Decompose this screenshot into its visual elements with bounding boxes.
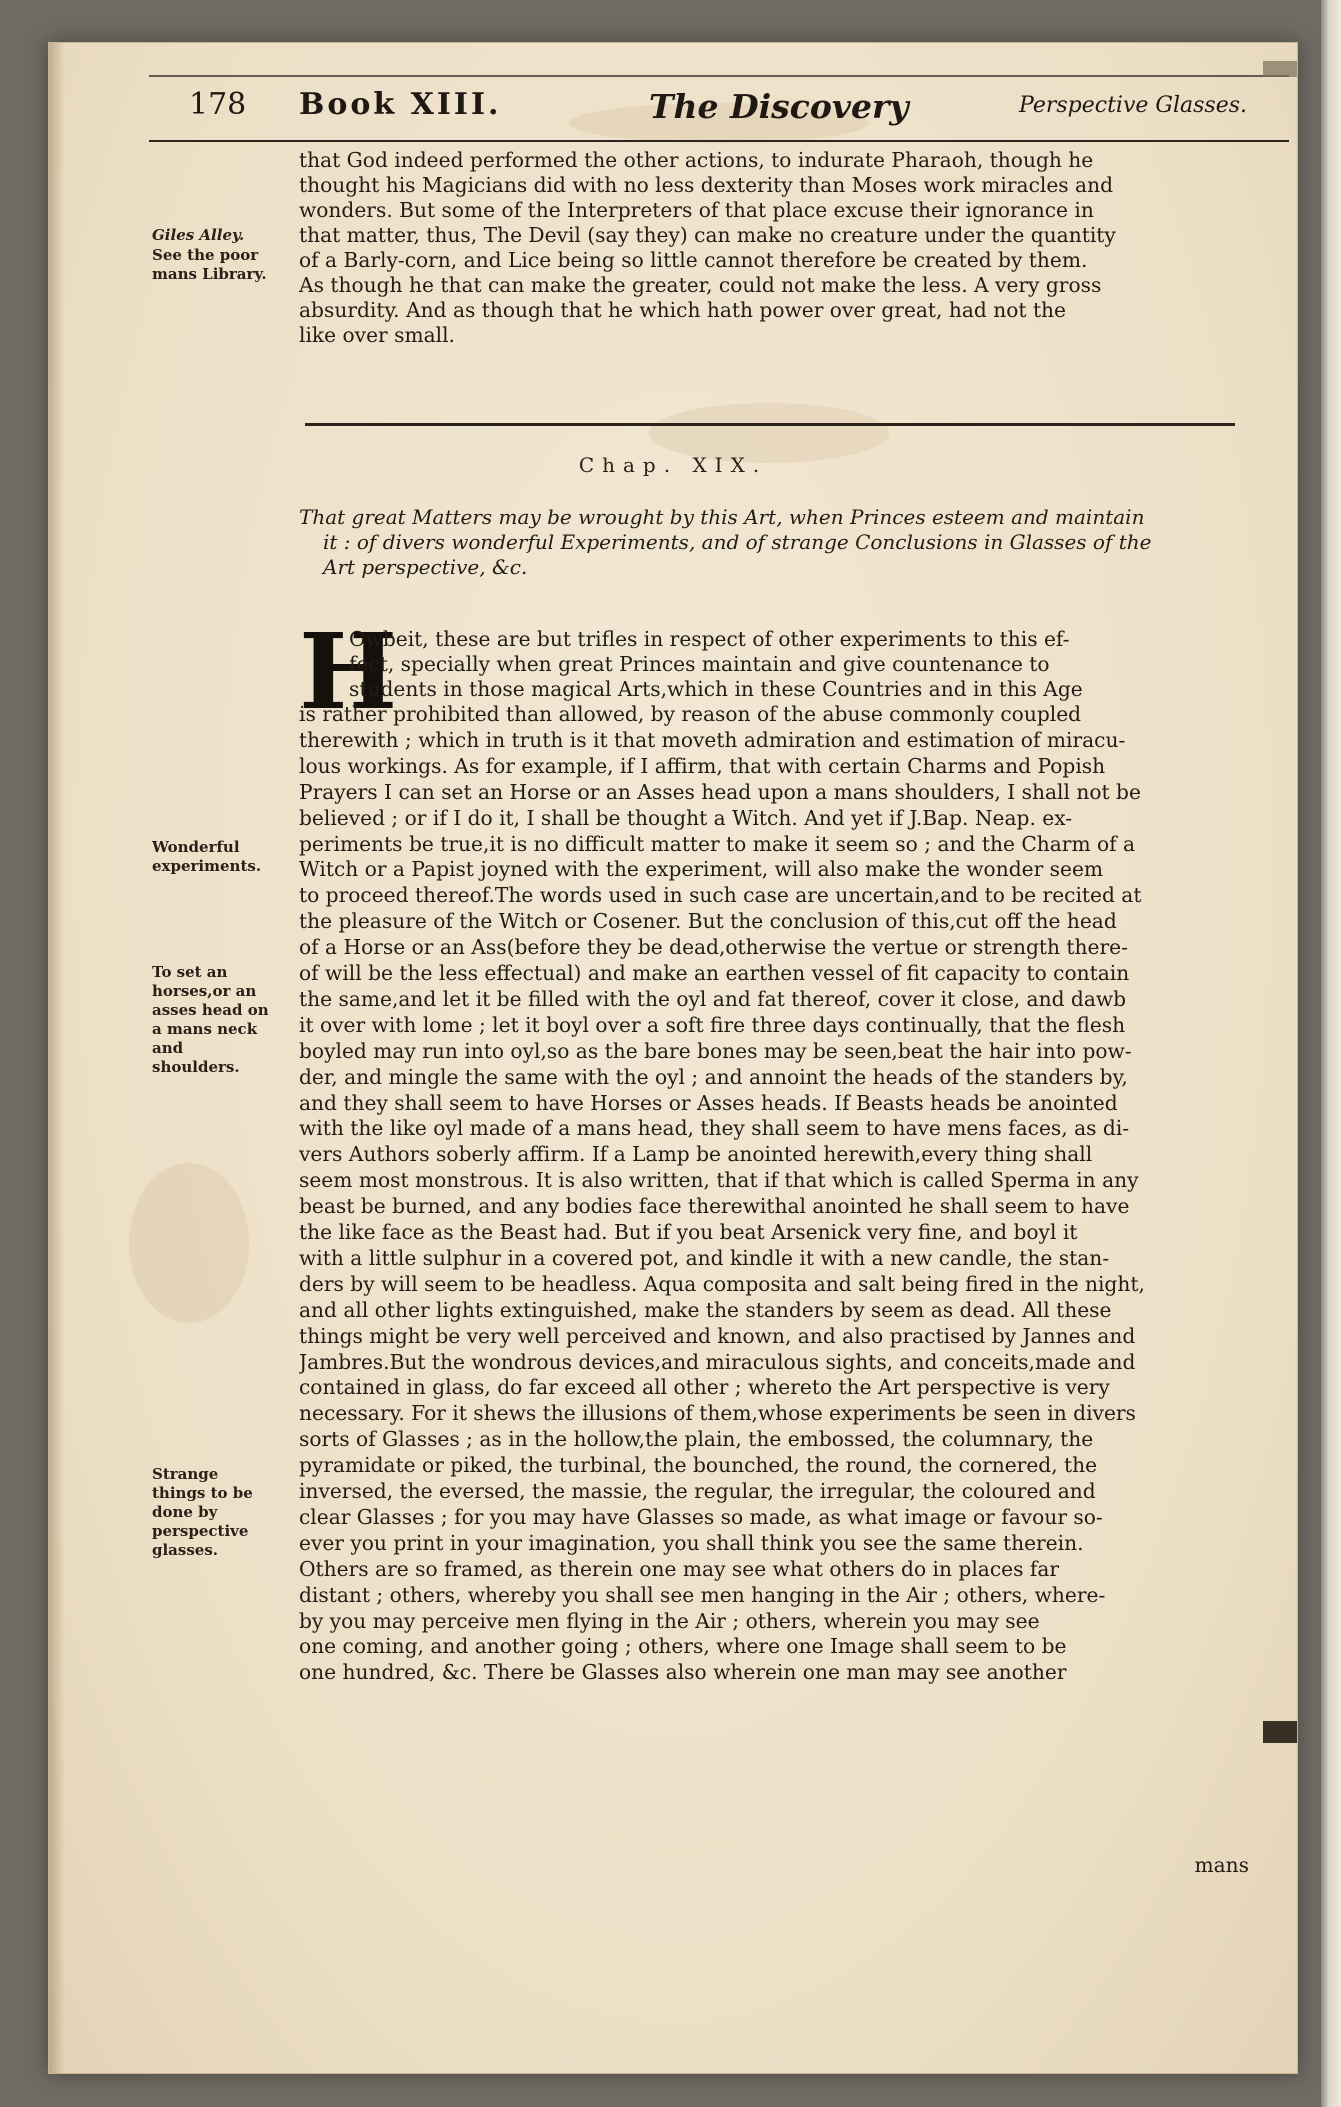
text-line: students in those magical Arts,which in these Countries and in this Age <box>349 677 1083 701</box>
text-line: clear Glasses ; for you may have Glasses so made, as what image or favour so- <box>299 1504 1103 1529</box>
page-corner-mark <box>1263 1721 1297 1743</box>
text-line: of a Horse or an Ass(before they be dead,otherwise the vertue or strength there- <box>299 935 1128 960</box>
margin-note-wonderful: Wonderful experiments. <box>152 838 262 875</box>
text-line: absurdity. And as though that he which hath power over great, had not the <box>299 298 1067 322</box>
text-line: of a Barly-corn, and Lice being so little cannot therefore be created by them. <box>299 248 1088 272</box>
text-line: sorts of Glasses ; as in the hollow,the plain, the embossed, the columnary, the <box>299 1427 1094 1452</box>
text-line: thought his Magicians did with no less dexterity than Moses work miracles and <box>299 173 1114 197</box>
running-title: The Discovery <box>649 87 909 126</box>
text-line: der, and mingle the same with the oyl ; and annoint the heads of the standers by, <box>299 1064 1128 1089</box>
text-line: things might be very well perceived and known, and also practised by Jannes and <box>299 1323 1136 1348</box>
text-line: Witch or a Papist joyned with the experiment, will also make the wonder seem <box>299 857 1104 882</box>
scan-background-edge <box>1321 0 1341 2107</box>
text-line: of will be the less effectual) and make an earthen vessel of fit capacity to contain <box>299 961 1130 985</box>
text-line: wonders. But some of the Interpreters of that place excuse their ignorance in <box>299 198 1094 222</box>
text-line: and they shall seem to have Horses or Asses heads. If Beasts heads be anointed <box>299 1090 1118 1115</box>
text-line: and all other lights extinguished, make the standers by seem as dead. All these <box>299 1297 1112 1322</box>
text-line: periments be true,it is no difficult matter to make it seem so ; and the Charm of a <box>299 831 1136 856</box>
drop-cap: H <box>299 610 398 733</box>
text-line: the pleasure of the Witch or Cosener. But the conclusion of this,cut off the head <box>299 909 1117 934</box>
text-line: fect, specially when great Princes maintain and give countenance to <box>349 652 1050 676</box>
margin-note-giles-alley: Giles Alley. <box>152 226 245 244</box>
page-corner-mark <box>1263 61 1297 77</box>
text-line: ever you print in your imagination, you shall think you see the same therein. <box>299 1530 1084 1555</box>
running-topic: Perspective Glasses. <box>1019 93 1247 118</box>
text-line: Jambres.But the wondrous devices,and miraculous sights, and conceits,made and <box>299 1349 1136 1374</box>
text-line: with a little sulphur in a covered pot, and kindle it with a new candle, the stan- <box>299 1245 1110 1270</box>
margin-note-strange: Strange things to be done by perspective glasses. <box>152 1465 253 1559</box>
page-number: 178 <box>189 87 247 122</box>
text-line: like over small. <box>299 323 455 347</box>
margin-note-to-set: To set an horses,or an asses head on a mans neck and shoulders. <box>152 963 269 1076</box>
header-top-rule <box>149 75 1289 77</box>
text-line: with the like oyl made of a mans head, they shall seem to have mens faces, as di- <box>299 1116 1130 1141</box>
running-header <box>49 43 1297 153</box>
text-line: one hundred, &c. There be Glasses also wherein one man may see another <box>299 1660 1067 1685</box>
text-line: boyled may run into oyl,so as the bare bones may be seen,beat the hair into pow- <box>299 1038 1132 1063</box>
text-line: beast be burned, and any bodies face therewithal anointed he shall seem to have <box>299 1194 1130 1219</box>
text-line: Others are so framed, as therein one may see what others do in places far <box>299 1556 1060 1581</box>
chapter-summary-line: That great Matters may be wrought by this Art, when Princes esteem and maintain <box>299 505 1145 529</box>
text-line: distant ; others, whereby you shall see men hanging in the Air ; others, where- <box>299 1582 1106 1607</box>
catchword: mans <box>1194 1853 1249 1877</box>
chapter-summary-line: it : of divers wonderful Experiments, and of strange Conclusions in Glasses of the <box>323 530 1152 554</box>
chapter-summary-line: Art perspective, &c. <box>323 555 528 579</box>
text-line: As though he that can make the greater, could not make the less. A very gross <box>299 273 1102 297</box>
header-bottom-rule <box>149 140 1289 142</box>
book-page <box>48 42 1298 2074</box>
text-line: contained in glass, do far exceed all other ; whereto the Art perspective is very <box>299 1375 1110 1400</box>
text-line: that matter, thus, The Devil (say they) can make no creature under the quantity <box>299 223 1116 247</box>
text-line: one coming, and another going ; others, where one Image shall seem to be <box>299 1634 1067 1659</box>
text-line: vers Authors soberly affirm. If a Lamp be anointed herewith,every thing shall <box>299 1142 1093 1167</box>
text-line: the like face as the Beast had. But if you beat Arsenick very fine, and boyl it <box>299 1220 1078 1244</box>
section-separator-rule <box>305 423 1235 426</box>
text-line: seem most monstrous. It is also written, that if that which is called Sperma in any <box>299 1168 1139 1193</box>
text-line: is rather prohibited than allowed, by reason of the abuse commonly coupled <box>299 702 1082 726</box>
text-line: inversed, the eversed, the massie, the regular, the irregular, the coloured and <box>299 1479 1096 1503</box>
text-line: by you may perceive men flying in the Air ; others, wherein you may see <box>299 1608 1040 1633</box>
text-line: ders by will seem to be headless. Aqua composita and salt being fired in the night, <box>299 1271 1145 1296</box>
margin-note-library: See the poor mans Library. <box>152 246 267 283</box>
text-line: to proceed thereof.The words used in such case are uncertain,and to be recited at <box>299 883 1142 908</box>
text-line: Prayers I can set an Horse or an Asses head upon a mans shoulders, I shall not be <box>299 779 1141 804</box>
book-label: Book XIII. <box>299 87 502 122</box>
text-line: pyramidate or piked, the turbinal, the bounched, the round, the cornered, the <box>299 1453 1098 1478</box>
text-line: therewith ; which in truth is it that moveth admiration and estimation of miracu- <box>299 727 1126 752</box>
text-line: it over with lome ; let it boyl over a soft fire three days continually, that the flesh <box>299 1012 1126 1037</box>
text-line: the same,and let it be filled with the oyl and fat thereof, cover it close, and dawb <box>299 986 1127 1011</box>
gutter-shadow <box>49 43 65 2073</box>
text-line: necessary. For it shews the illusions of them,whose experiments be seen in divers <box>299 1401 1136 1426</box>
text-line: Owbeit, these are but trifles in respect of other experiments to this ef- <box>349 627 1070 651</box>
text-line: believed ; or if I do it, I shall be thought a Witch. And yet if J.Bap. Neap. ex- <box>299 805 1073 830</box>
text-line: lous workings. As for example, if I affirm, that with certain Charms and Popish <box>299 753 1106 778</box>
paper-stain <box>129 1163 249 1323</box>
text-line: that God indeed performed the other actions, to indurate Pharaoh, though he <box>299 148 1094 172</box>
chapter-title: Chap. XIX. <box>578 453 768 477</box>
